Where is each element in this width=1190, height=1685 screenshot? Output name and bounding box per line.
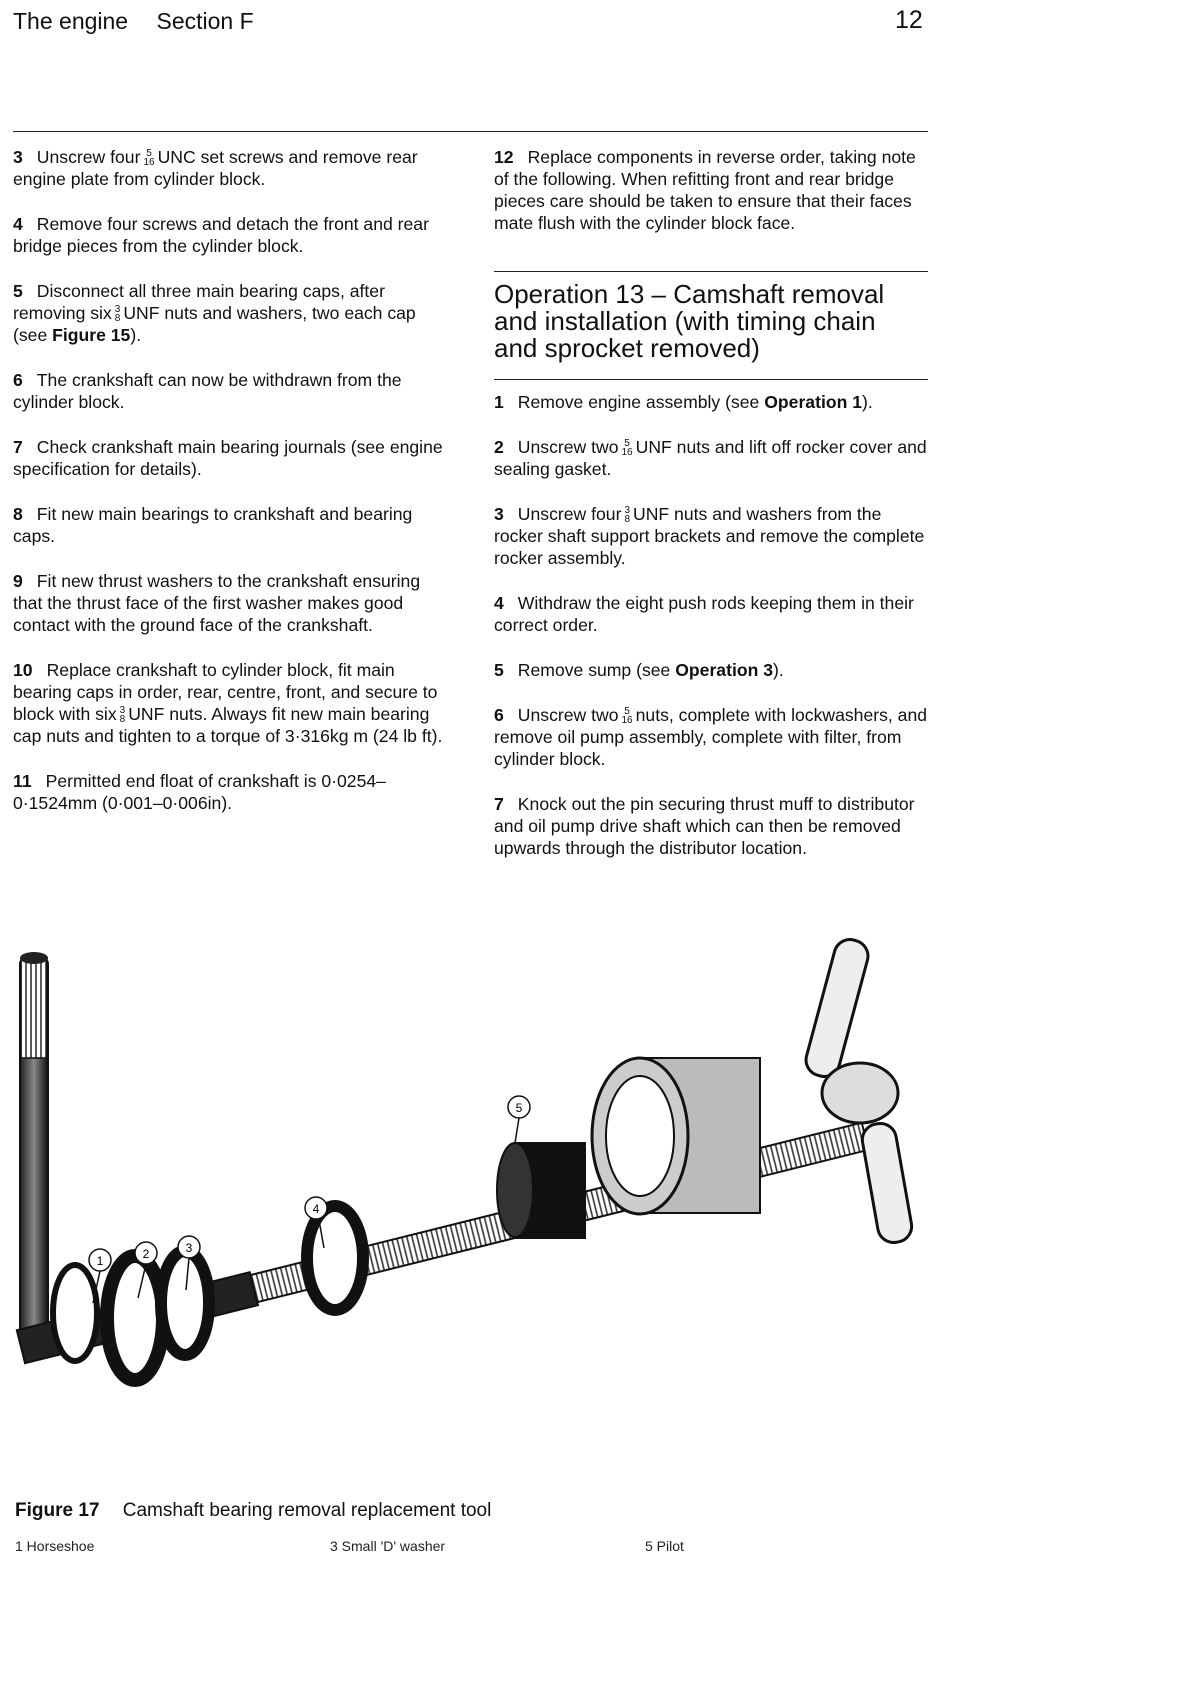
header-section: Section F (156, 8, 254, 34)
left-column (13, 146, 453, 837)
legend-item-3: 3 Small 'D' washer (330, 1538, 446, 1554)
op13-step-3: 3 Unscrew four 3 8 UNF nuts and washers from the rocker shaft support brackets and remove the complete rocker assembly. (494, 504, 925, 568)
right-column (494, 391, 934, 882)
step-8: 8 Fit new main bearings to crankshaft and bearing caps. (13, 504, 413, 546)
svg-text:4: 4 (312, 1202, 320, 1216)
step-7: 7 Check crankshaft main bearing journals (see engine specification for details). (13, 437, 443, 479)
sleeve-body (592, 1058, 760, 1214)
operation-heading: Operation 13 – Camshaft removal and installation (with timing chain and sprocket removed) (494, 279, 885, 363)
large-d-washer (107, 1256, 163, 1380)
figure-caption (15, 1500, 491, 1522)
handle-bar (20, 952, 48, 1338)
svg-text:5: 5 (515, 1101, 523, 1115)
step-9: 9 Fit new thrust washers to the crankshaft ensuring that the thrust face of the first washer makes good contact with the ground face of the crankshaft. (13, 571, 421, 635)
step-11: 11 Permitted end float of crankshaft is 0·0254–0·1524mm (0·001–0·006in). (13, 771, 386, 813)
svg-text:1: 1 (96, 1254, 104, 1268)
header-title: The engine (13, 8, 129, 34)
legend-item-5: 5 Pilot (645, 1538, 684, 1554)
small-d-washer (161, 1251, 209, 1355)
horseshoe-washer (53, 1265, 97, 1361)
svg-text:3: 3 (185, 1241, 193, 1255)
right-top (494, 146, 934, 257)
op13-step-1: 1 Remove engine assembly (see Operation 1). (494, 392, 873, 412)
svg-text:2: 2 (142, 1247, 150, 1261)
legend-item-1: 1 Horseshoe (15, 1538, 95, 1554)
step-4: 4 Remove four screws and detach the front and rear bridge pieces from the cylinder block. (13, 214, 429, 256)
op13-step-5: 5 Remove sump (see Operation 3). (494, 660, 784, 680)
figure-title: Camshaft bearing removal replacement tool (122, 1500, 492, 1521)
page-number: 12 (895, 6, 923, 34)
op13-step-6: 6 Unscrew two 5 16 nuts, complete with lockwashers, and remove oil pump assembly, complete with filter, from cylinder block. (494, 705, 928, 769)
figure-label: Figure 17 (15, 1500, 100, 1521)
heading-rule-top (494, 271, 928, 272)
op13-step-7: 7 Knock out the pin securing thrust muff to distributor and oil pump drive shaft which can then be removed upwards through the distributor location. (494, 794, 915, 858)
step-12: 12 Replace components in reverse order, taking note of the following. When refitting front and rear bridge pieces care should be taken to ensure that their faces mate flush with the cylinder block face. (494, 147, 916, 233)
step-6: 6 The crankshaft can now be withdrawn from the cylinder block. (13, 370, 402, 412)
camshaft-tool-illustration (0, 918, 940, 1468)
top-rule (13, 131, 928, 132)
op13-step-2: 2 Unscrew two 5 16 UNF nuts and lift off rocker cover and sealing gasket. (494, 437, 927, 479)
pilot (497, 1143, 585, 1238)
step-10: 10 Replace crankshaft to cylinder block, fit main bearing caps in order, rear, centre, front, and secure to block with six 3 8 UNF nuts. Always fit new main bearing cap nuts and tighten to a torque of 3·316kg m (24 lb ft). (13, 660, 443, 746)
step-5: 5 Disconnect all three main bearing caps, after removing six 3 8 UNF nuts and washers, two each cap (see Figure 15). (13, 281, 416, 345)
t-handle (802, 936, 914, 1245)
heading-rule-bottom (494, 379, 928, 380)
op13-step-4: 4 Withdraw the eight push rods keeping them in their correct order. (494, 593, 914, 635)
adaptor (307, 1206, 363, 1310)
step-3: 3 Unscrew four 5 16 UNC set screws and remove rear engine plate from cylinder block. (13, 147, 418, 189)
page-header (13, 8, 276, 35)
callout-5 (508, 1096, 530, 1143)
